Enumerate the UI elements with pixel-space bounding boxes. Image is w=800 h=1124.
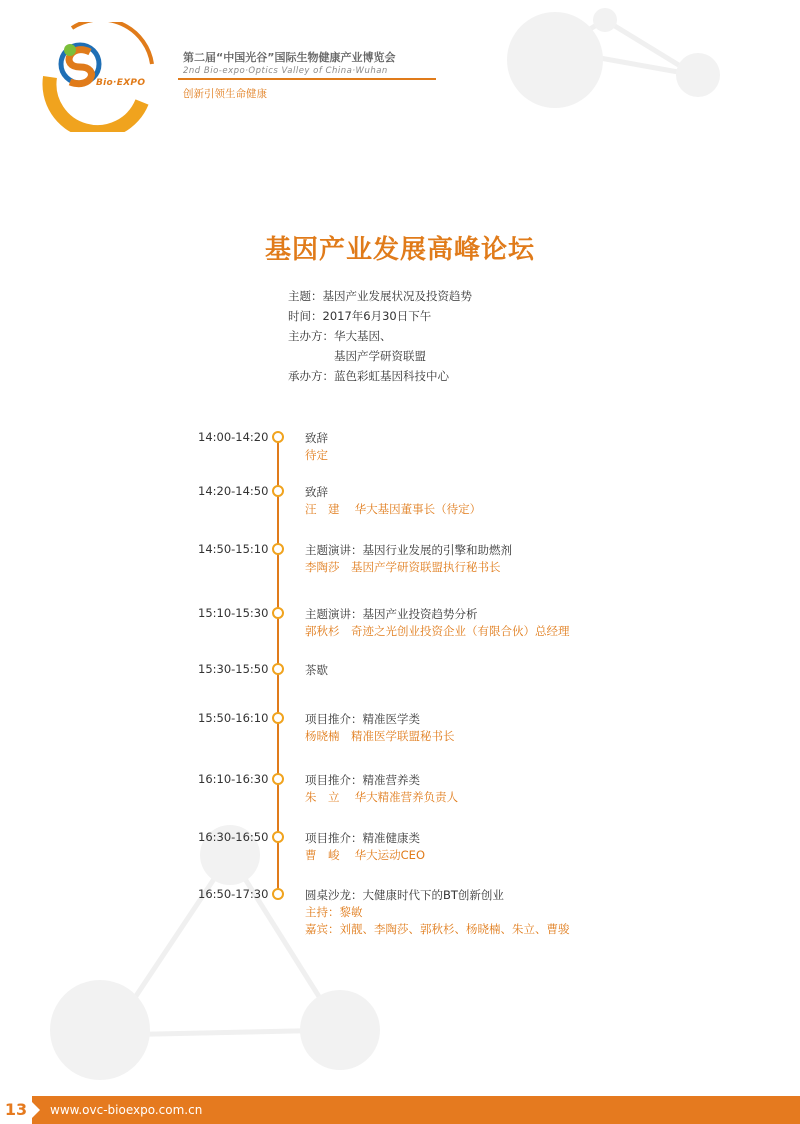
event-speaker: 杨晓楠 精准医学联盟秘书长 [305, 729, 455, 743]
schedule-event [305, 662, 328, 679]
bioexpo-logo [40, 22, 170, 132]
event-speaker: 曹 峻 华大运动CEO [305, 848, 426, 862]
event-host: 主持：黎敏 [305, 905, 363, 919]
event-guests: 嘉宾：刘靓、李陶莎、郭秋杉、杨晓楠、朱立、曹骏 [305, 922, 570, 936]
schedule-event [305, 606, 570, 640]
schedule-event [305, 542, 512, 576]
timeline-dot [272, 831, 284, 843]
info-host: 主办方：华大基因、 [288, 329, 392, 343]
timeline-dot [272, 607, 284, 619]
timeline-dot [272, 431, 284, 443]
schedule-event [305, 711, 455, 745]
timeline-dot [272, 485, 284, 497]
event-speaker: 汪 建 华大基因董事长（待定） [305, 502, 482, 516]
info-time: 时间：2017年6月30日下午 [288, 309, 432, 323]
schedule-event [305, 830, 425, 864]
timeline-dot [272, 543, 284, 555]
event-title: 项目推介：精准营养类 [305, 773, 420, 787]
schedule-time: 14:50-15:10 [198, 542, 269, 556]
timeline-dot [272, 712, 284, 724]
event-speaker: 郭秋杉 奇迹之光创业投资企业（有限合伙）总经理 [305, 624, 570, 638]
schedule-time: 15:30-15:50 [198, 662, 269, 676]
schedule-time: 16:10-16:30 [198, 772, 269, 786]
expo-subtitle: 2nd Bio-expo·Optics Valley of China·Wuhan [183, 66, 388, 76]
schedule-time: 14:20-14:50 [198, 484, 269, 498]
schedule-event [305, 484, 481, 518]
event-title: 项目推介：精准医学类 [305, 712, 420, 726]
header-divider [178, 78, 436, 80]
expo-slogan: 创新引领生命健康 [183, 88, 267, 100]
schedule-time: 15:50-16:10 [198, 711, 269, 725]
schedule-event [305, 772, 458, 806]
info-organizer: 承办方：蓝色彩虹基因科技中心 [288, 369, 449, 383]
info-host-second: 基因产学研资联盟 [334, 349, 426, 363]
event-speaker: 朱 立 华大精准营养负责人 [305, 790, 459, 804]
event-title: 圆桌沙龙：大健康时代下的BT创新创业 [305, 888, 504, 902]
schedule-time: 14:00-14:20 [198, 430, 269, 444]
schedule-event [305, 887, 570, 938]
schedule-timeline [0, 430, 800, 950]
page-title: 基因产业发展高峰论坛 [264, 235, 535, 265]
schedule-time: 16:50-17:30 [198, 887, 269, 901]
event-title: 致辞 [305, 485, 328, 499]
event-title: 主题演讲：基因行业发展的引擎和助燃剂 [305, 543, 512, 557]
logo-graphic [40, 22, 170, 132]
logo-text: Bio·EXPO [96, 78, 146, 88]
header [0, 0, 800, 140]
event-title: 致辞 [305, 431, 328, 445]
website-link[interactable]: www.ovc-bioexpo.com.cn [50, 1103, 203, 1117]
page-number: 13 [0, 1096, 32, 1124]
footer [0, 1096, 800, 1124]
event-title: 主题演讲：基因产业投资趋势分析 [305, 607, 478, 621]
timeline-dot [272, 773, 284, 785]
schedule-event [305, 430, 328, 464]
expo-title: 第二届“中国光谷”国际生物健康产业博览会 [183, 51, 396, 64]
event-title: 项目推介：精准健康类 [305, 831, 420, 845]
schedule-time: 16:30-16:50 [198, 830, 269, 844]
schedule-time: 15:10-15:30 [198, 606, 269, 620]
event-speaker: 待定 [305, 448, 328, 462]
timeline-dot [272, 888, 284, 900]
forum-info [288, 286, 472, 386]
info-theme: 主题：基因产业发展状况及投资趋势 [288, 289, 472, 303]
timeline-dot [272, 663, 284, 675]
event-speaker: 李陶莎 基因产学研资联盟执行秘书长 [305, 560, 501, 574]
event-title: 茶歇 [305, 663, 328, 677]
